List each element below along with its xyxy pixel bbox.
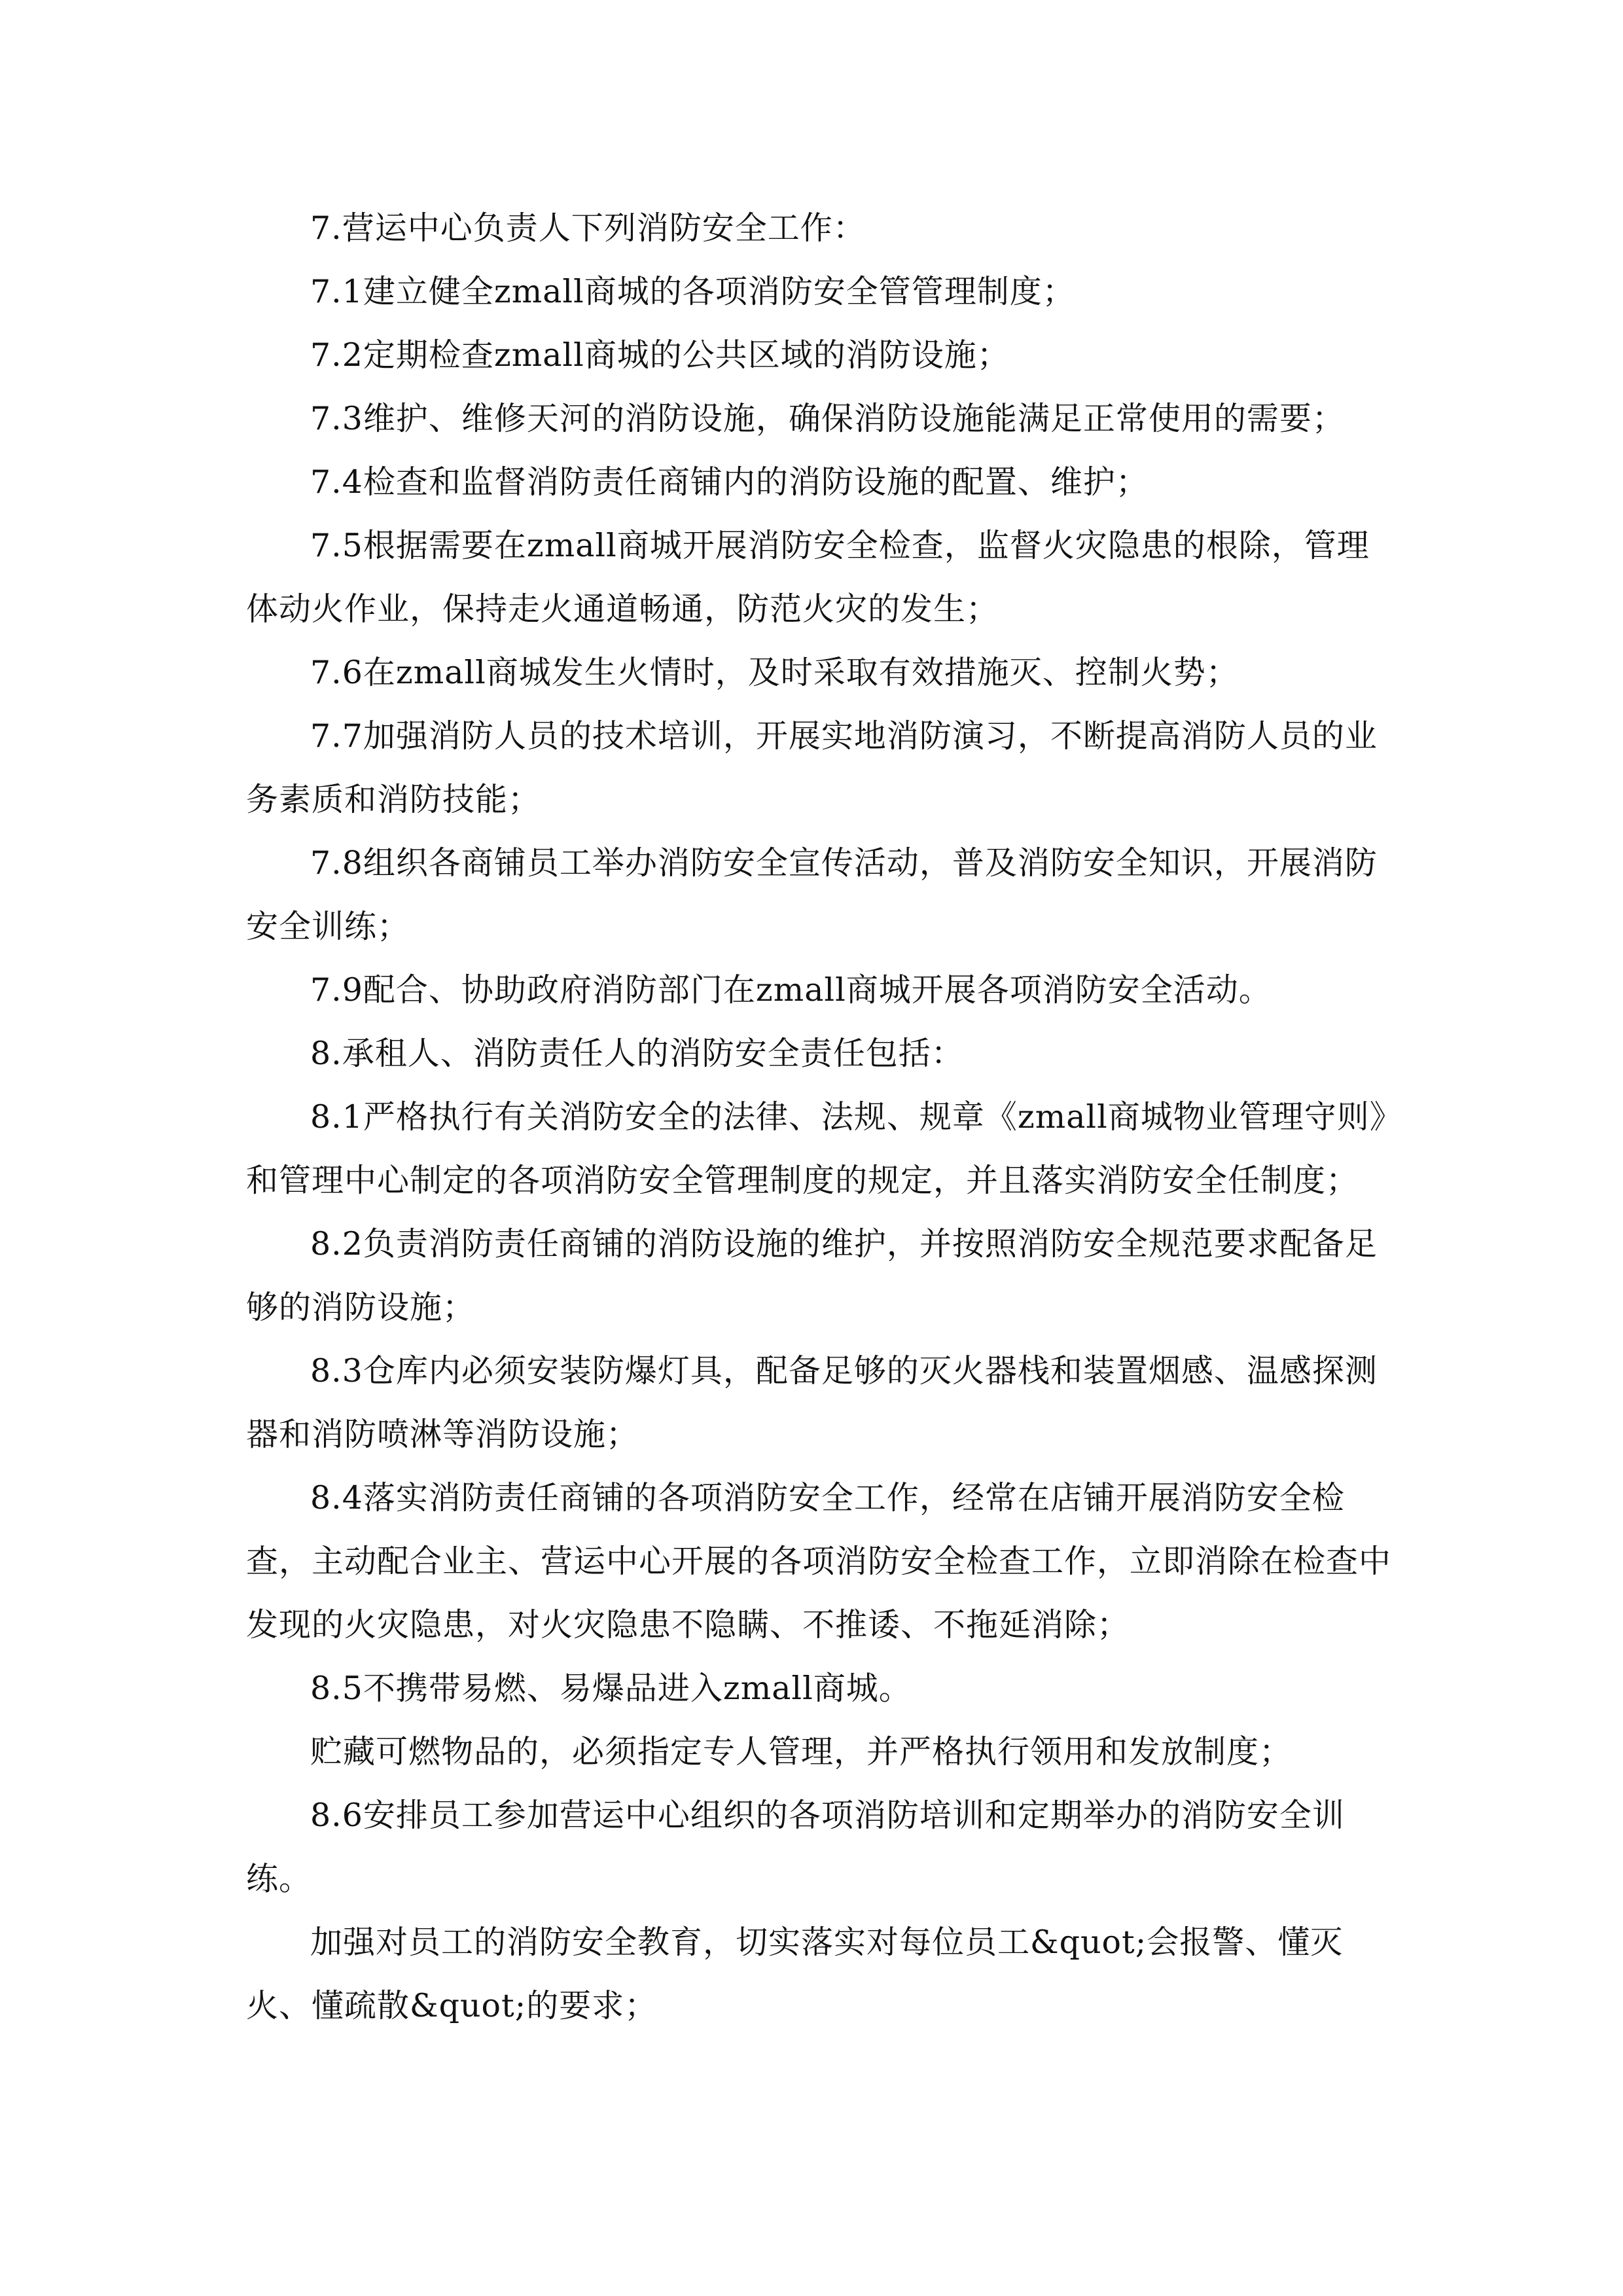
paragraph-8-4: 8.4落实消防责任商铺的各项消防安全工作，经常在店铺开展消防安全检查，主动配合业主、营运中心开展的各项消防安全检查工作，立即消除在检查中发现的火灾隐患，对火灾隐患不隐瞒、不推诿、不拖延消除； bbox=[246, 1479, 1392, 1643]
paragraph-7: 7.营运中心负责人下列消防安全工作： bbox=[310, 209, 866, 247]
paragraph-7-6: 7.6在zmall商城发生火情时，及时采取有效措施灭、控制火势； bbox=[310, 654, 1239, 691]
paragraph-7-2: 7.2定期检查zmall商城的公共区域的消防设施； bbox=[310, 336, 1010, 374]
paragraph-8-1: 8.1严格执行有关消防安全的法律、法规、规章《zmall商城物业管理守则》和管理中心制定的各项消防安全管理制度的规定，并且落实消防安全任制度； bbox=[246, 1098, 1387, 1199]
paragraph-7-9: 7.9配合、协助政府消防部门在zmall商城开展各项消防安全活动。 bbox=[310, 971, 1272, 1009]
document-body bbox=[246, 196, 1398, 2037]
paragraph-7-1: 7.1建立健全zmall商城的各项消防安全管管理制度； bbox=[310, 273, 1075, 310]
paragraph-8-3: 8.3仓库内必须安装防爆灯具，配备足够的灭火器栈和装置烟感、温感探测器和消防喷淋等消防设施； bbox=[246, 1352, 1378, 1453]
paragraph-7-4: 7.4检查和监督消防责任商铺内的消防设施的配置、维护； bbox=[310, 463, 1149, 501]
paragraph-8-2: 8.2负责消防责任商铺的消防设施的维护，并按照消防安全规范要求配备足够的消防设施； bbox=[246, 1225, 1378, 1326]
paragraph-7-3: 7.3维护、维修天河的消防设施，确保消防设施能满足正常使用的需要； bbox=[310, 400, 1345, 437]
paragraph-education: 加强对员工的消防安全教育，切实落实对每位员工&quot;会报警、懂灭火、懂疏散&quot;的要求； bbox=[246, 1924, 1344, 2024]
paragraph-7-7: 7.7加强消防人员的技术培训，开展实地消防演习，不断提高消防人员的业务素质和消防技能； bbox=[246, 717, 1378, 818]
paragraph-8-6: 8.6安排员工参加营运中心组织的各项消防培训和定期举办的消防安全训练。 bbox=[246, 1797, 1345, 1897]
paragraph-7-8: 7.8组织各商铺员工举办消防安全宣传活动，普及消防安全知识，开展消防安全训练； bbox=[246, 844, 1378, 945]
paragraph-8: 8.承租人、消防责任人的消防安全责任包括： bbox=[310, 1035, 964, 1072]
paragraph-7-5: 7.5根据需要在zmall商城开展消防安全检查，监督火灾隐患的根除，管理体动火作业，保持走火通道畅通，防范火灾的发生； bbox=[246, 527, 1370, 628]
paragraph-storage: 贮藏可燃物品的，必须指定专人管理，并严格执行领用和发放制度； bbox=[310, 1733, 1293, 1770]
paragraph-8-5: 8.5不携带易燃、易爆品进入zmall商城。 bbox=[310, 1670, 912, 1707]
